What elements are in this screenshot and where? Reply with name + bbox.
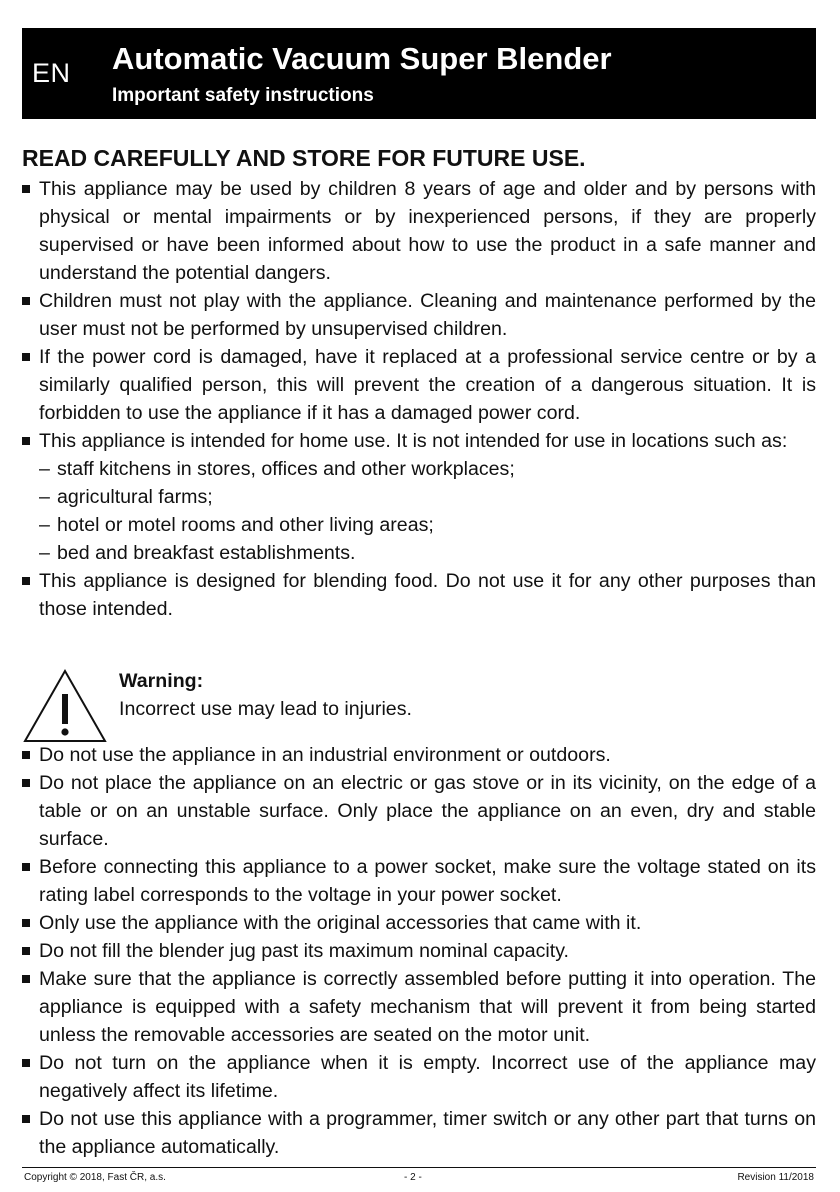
location-sublist xyxy=(39,455,816,567)
safety-list-part-2 xyxy=(22,741,816,1161)
sublist-item xyxy=(39,455,816,483)
list-item xyxy=(22,853,816,909)
section-heading: READ CAREFULLY AND STORE FOR FUTURE USE. xyxy=(22,145,586,171)
footer-divider xyxy=(22,1167,816,1168)
bullet-icon xyxy=(22,919,30,927)
bullet-icon xyxy=(22,975,30,983)
sublist-item-text: agricultural farms; xyxy=(57,486,213,508)
dash-marker: – xyxy=(39,486,50,508)
list-item xyxy=(22,427,816,567)
bullet-icon xyxy=(22,1059,30,1067)
bullet-icon xyxy=(22,1115,30,1123)
document-title: Automatic Vacuum Super Blender xyxy=(112,41,612,76)
list-item xyxy=(22,287,816,343)
bullet-icon xyxy=(22,779,30,787)
bullet-icon xyxy=(22,353,30,361)
list-item-text: Make sure that the appliance is correctly assembled before putting it into operation. The appliance is equipped with a safety mechanism that will prevent it from being started unless the removable accessories are seated on the motor unit. xyxy=(39,968,816,1046)
list-item-text: Do not use the appliance in an industrial environment or outdoors. xyxy=(39,744,611,766)
list-item-text: This appliance is intended for home use. It is not intended for use in locations such as: xyxy=(39,430,788,452)
list-item xyxy=(22,1049,816,1105)
bullet-icon xyxy=(22,185,30,193)
list-item-text: This appliance is designed for blending food. Do not use it for any other purposes than those intended. xyxy=(39,570,816,620)
warning-box xyxy=(22,668,816,742)
warning-title: Warning: xyxy=(119,670,204,692)
document-subtitle: Important safety instructions xyxy=(112,85,374,106)
safety-list-part-1 xyxy=(22,175,816,623)
bullet-icon xyxy=(22,863,30,871)
language-code: EN xyxy=(32,58,71,88)
footer-copyright: Copyright © 2018, Fast ČR, a.s. xyxy=(24,1172,166,1183)
sublist-item-text: hotel or motel rooms and other living areas; xyxy=(57,514,434,536)
list-item xyxy=(22,1105,816,1161)
bullet-icon xyxy=(22,437,30,445)
list-item xyxy=(22,741,816,769)
list-item xyxy=(22,769,816,853)
list-item-text: Children must not play with the appliance. Cleaning and maintenance performed by the user must not be performed by unsupervised children. xyxy=(39,290,816,340)
warning-triangle-icon xyxy=(22,668,108,744)
list-item-text: This appliance may be used by children 8 years of age and older and by persons with physical or mental impairments or by inexperienced persons, if they are properly supervised or have been informed about how to use the product in a safe manner and understand the potential dangers. xyxy=(39,178,816,284)
list-item xyxy=(22,965,816,1049)
list-item-text: Do not turn on the appliance when it is empty. Incorrect use of the appliance may negatively affect its lifetime. xyxy=(39,1052,816,1102)
dash-marker: – xyxy=(39,514,50,536)
bullet-icon xyxy=(22,577,30,585)
list-item xyxy=(22,567,816,623)
sublist-item-text: bed and breakfast establishments. xyxy=(57,542,356,564)
list-item-text: If the power cord is damaged, have it replaced at a professional service centre or by a similarly qualified person, this will prevent the creation of a dangerous situation. It is forbidden to use the appliance if it has a damaged power cord. xyxy=(39,346,816,424)
bullet-icon xyxy=(22,297,30,305)
list-item xyxy=(22,909,816,937)
list-item-text: Do not use this appliance with a programmer, timer switch or any other part that turns on the appliance automatically. xyxy=(39,1108,816,1158)
footer-revision: Revision 11/2018 xyxy=(737,1172,814,1183)
dash-marker: – xyxy=(39,458,50,480)
list-item xyxy=(22,175,816,287)
list-item xyxy=(22,343,816,427)
list-item-text: Do not fill the blender jug past its maximum nominal capacity. xyxy=(39,940,569,962)
bullet-icon xyxy=(22,751,30,759)
dash-marker: – xyxy=(39,542,50,564)
list-item-text: Only use the appliance with the original accessories that came with it. xyxy=(39,912,642,934)
page-number: - 2 - xyxy=(404,1172,422,1183)
bullet-icon xyxy=(22,947,30,955)
list-item xyxy=(22,937,816,965)
warning-text: Incorrect use may lead to injuries. xyxy=(119,698,412,720)
document-header xyxy=(22,28,816,119)
list-item-text: Before connecting this appliance to a power socket, make sure the voltage stated on its rating label corresponds to the voltage in your power socket. xyxy=(39,856,816,906)
sublist-item xyxy=(39,539,816,567)
sublist-item-text: staff kitchens in stores, offices and other workplaces; xyxy=(57,458,515,480)
sublist-item xyxy=(39,483,816,511)
list-item-text: Do not place the appliance on an electric or gas stove or in its vicinity, on the edge of a table or on an unstable surface. Only place the appliance on an even, dry and stable surface. xyxy=(39,772,816,850)
sublist-item xyxy=(39,511,816,539)
